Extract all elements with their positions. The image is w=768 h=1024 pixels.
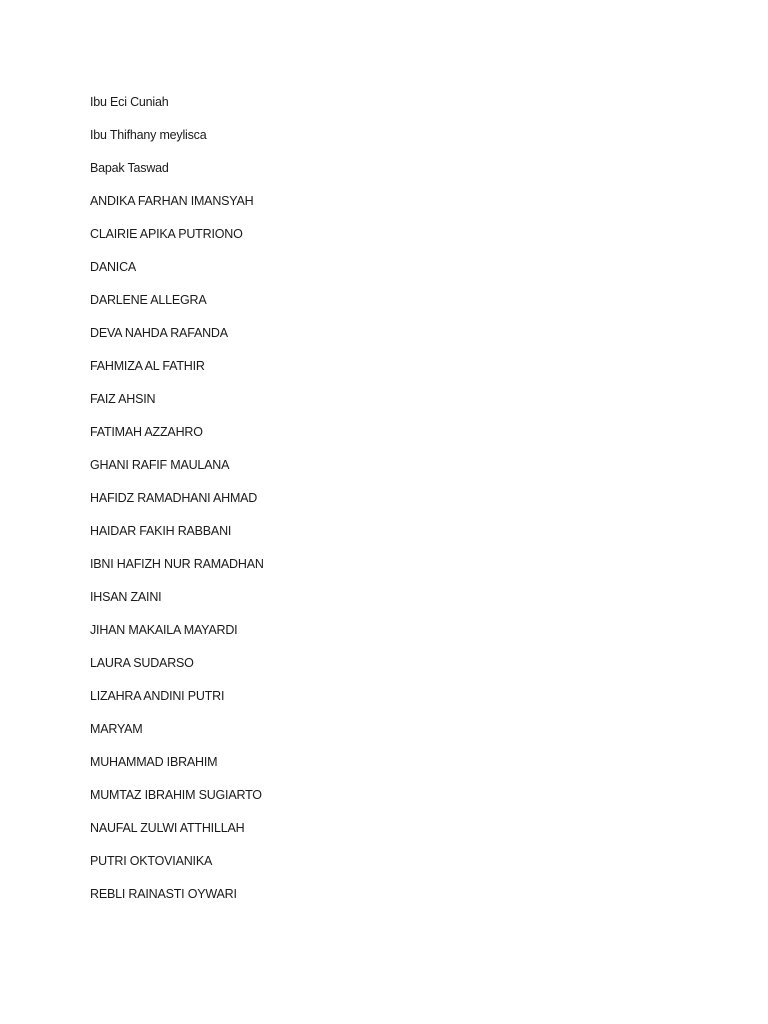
list-item: DARLENE ALLEGRA: [90, 293, 207, 307]
list-item: CLAIRIE APIKA PUTRIONO: [90, 227, 243, 241]
list-item: ANDIKA FARHAN IMANSYAH: [90, 194, 254, 208]
list-item: IBNI HAFIZH NUR RAMADHAN: [90, 557, 264, 571]
list-item: PUTRI OKTOVIANIKA: [90, 854, 213, 868]
list-item: NAUFAL ZULWI ATTHILLAH: [90, 821, 245, 835]
list-item: REBLI RAINASTI OYWARI: [90, 887, 237, 901]
list-item: LAURA SUDARSO: [90, 656, 194, 670]
list-item: HAFIDZ RAMADHANI AHMAD: [90, 491, 258, 505]
list-item: Ibu Eci Cuniah: [90, 95, 169, 109]
list-item: HAIDAR FAKIH RABBANI: [90, 524, 232, 538]
list-item: FATIMAH AZZAHRO: [90, 425, 203, 439]
list-item: LIZAHRA ANDINI PUTRI: [90, 689, 225, 703]
list-item: MARYAM: [90, 722, 143, 736]
name-list: [90, 91, 264, 916]
list-item: DEVA NAHDA RAFANDA: [90, 326, 228, 340]
list-item: JIHAN MAKAILA MAYARDI: [90, 623, 238, 637]
list-item: FAIZ AHSIN: [90, 392, 156, 406]
list-item: MUHAMMAD IBRAHIM: [90, 755, 218, 769]
list-item: Bapak Taswad: [90, 161, 169, 175]
list-item: MUMTAZ IBRAHIM SUGIARTO: [90, 788, 262, 802]
list-item: Ibu Thifhany meylisca: [90, 128, 207, 142]
list-item: FAHMIZA AL FATHIR: [90, 359, 205, 373]
list-item: DANICA: [90, 260, 137, 274]
list-item: IHSAN ZAINI: [90, 590, 162, 604]
list-item: GHANI RAFIF MAULANA: [90, 458, 230, 472]
